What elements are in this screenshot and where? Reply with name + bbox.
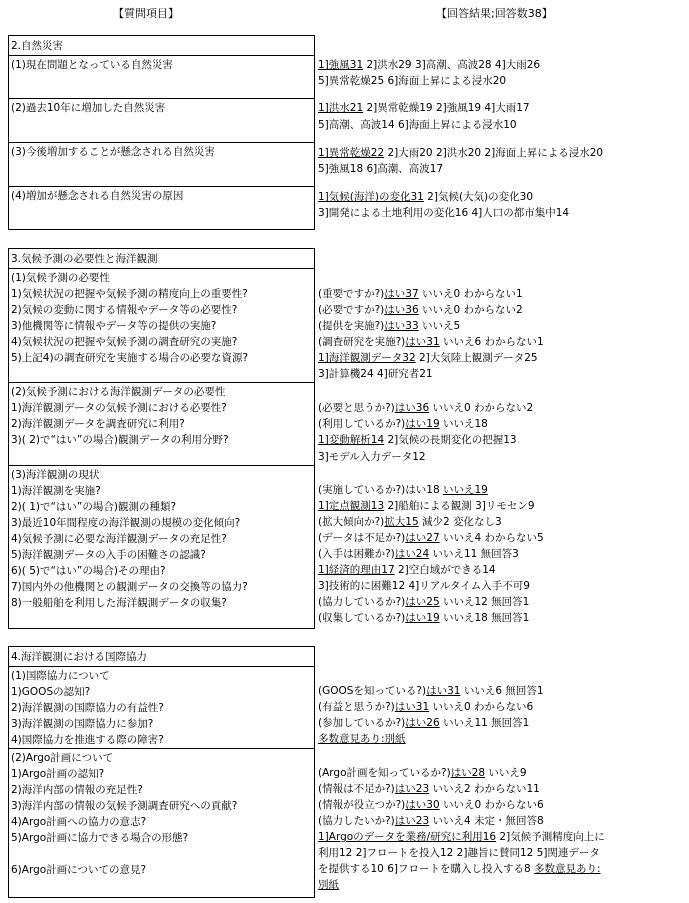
section3-p3-a7: 3]技術的に困難12 4]リアルタイム入手不可9 [318,580,530,592]
section2-a2-line2: 5]高潮、高波14 6]海面上昇による浸水10 [318,119,517,131]
section4-p2-a4: (協力したいか?)はい23 いいえ4 未定・無回答8 [318,815,544,827]
section3-p2-a4: 3]モデル入力データ12 [318,451,426,463]
section3-p2-a3: 1]変動解析14 2]気候の長期変化の把握13 [318,434,517,446]
section3-p3-q2: 2)( 1)で“はい”の場合)観測の種類? [11,501,177,513]
section4-p1-a1: (GOOSを知っている?)はい31 いいえ6 無回答1 [318,685,544,697]
section2-q2: (2)過去10年に増加した自然災害 [11,102,166,114]
section2-a3-line1: 1]異常乾燥22 2]大雨20 2]洪水20 2]海面上昇による浸水20 [318,147,604,159]
section4-p1-a4: 多数意見あり:別紙 [318,733,406,745]
section3-p1-q1: 1)気候状況の把握や気候予測の精度向上の重要性? [11,288,248,300]
section3-p3-q3: 3)最近10年間程度の海洋観測の規模の変化傾向? [11,517,241,529]
section3-p3-q7: 7)国内外の他機関との観測データの交換等の協力? [11,581,248,593]
section4-p1-q2: 2)海洋観測の国際協力の有益性? [11,702,164,714]
section3-p2-q3: 3)( 2)で“はい”の場合)観測データの利用分野? [11,434,229,446]
section2-a1-line2: 5]異常乾燥25 6]海面上昇による浸水20 [318,75,507,87]
section2-q3: (3)今後増加することが懸念される自然災害 [11,146,215,158]
section3-p1-q4: 4)気候状況の把握や気候予測の調査研究の実施? [11,336,238,348]
section3-p3-a6: 1]経済的理由17 2]空白域ができる14 [318,564,496,576]
section3-p1-a1: (重要ですか?)はい37 いいえ0 わからない1 [318,288,523,300]
section4-p2-a7: を提供する10 6]フロートを購入し投入する8 多数意見あり: [318,863,601,875]
section3-p2-q1: 1)海洋観測データの気候予測における必要性? [11,402,227,414]
question-items-header: 【質問項目】 [113,7,179,20]
section3-p3-q1: 1)海洋観測を実施? [11,485,101,497]
section4-p2-a6: 利用12 2]フロートを投入12 2]趣旨に賛同12 5]関連データ [318,847,600,859]
section4-p2-q5: 5)Argo計画に協力できる場合の形態? [11,832,189,844]
section4-title: 4.海洋観測における国際協力 [11,651,148,663]
section3-p3-a9: (収集しているか?)はい19 いいえ18 無回答1 [318,612,530,624]
section4-p2-a3: (情報が役立つか?)はい30 いいえ0 わからない6 [318,799,544,811]
section4-p2-q6: 6)Argo計画についての意見? [11,864,147,876]
section4-p1-a3: (参加しているか?)はい26 いいえ11 無回答1 [318,717,530,729]
section3-questions [8,248,315,629]
section3-p3-q8: 8)一般船舶を利用した海洋観測データの収集? [11,597,227,609]
section4-questions [8,646,315,898]
section4-p2-q3: 3)海洋内部の情報の気候予測調査研究への貢献? [11,800,238,812]
section2-a4-line2: 3]開発による土地利用の変化16 4]人口の都市集中14 [318,207,570,219]
section4-p1-title: (1)国際協力について [11,670,110,682]
section4-p1-q3: 3)海洋観測の国際協力に参加? [11,718,154,730]
section3-p2-q2: 2)海洋観測データを調査研究に利用? [11,418,185,430]
section3-p1-title: (1)気候予測の必要性 [11,272,110,284]
section4-p2-q1: 1)Argo計画の認知? [11,768,105,780]
section3-p1-a5: 1]海洋観測データ32 2]大気陸上観測データ25 [318,352,538,364]
section3-p1-a2: (必要ですか?)はい36 いいえ0 わからない2 [318,304,523,316]
section3-p2-a2: (利用しているか?)はい19 いいえ18 [318,418,488,430]
section3-p3-q6: 6)( 5)で“はい”の場合)その理由? [11,565,166,577]
section4-p2-q2: 2)海洋内部の情報の充足性? [11,784,143,796]
section3-p1-a4: (調査研究を実施?)はい31 いいえ6 わからない1 [318,336,544,348]
section4-p1-q1: 1)GOOSの認知? [11,686,91,698]
answer-results-header: 【回答結果;回答数38】 [436,7,553,20]
section2-title: 2.自然災害 [11,40,64,52]
section3-p3-q5: 5)海洋観測データの入手の困難さの認識? [11,549,206,561]
section3-p1-q3: 3)他機関等に情報やデータ等の提供の実施? [11,320,217,332]
section3-p3-title: (3)海洋観測の現状 [11,469,100,481]
section3-p3-a3: (拡大傾向か?)拡大15 減少2 変化なし3 [318,516,502,528]
section4-p2-q4: 4)Argo計画への協力の意志? [11,816,147,828]
section2-a4-line1: 1]気候(海洋)の変化31 2]気候(大気)の変化30 [318,191,534,203]
section3-p3-a2: 1]定点観測13 2]船舶による観測 3]リモセン9 [318,500,535,512]
section4-p1-q4: 4)国際協力を推進する際の障害? [11,734,164,746]
section2-a1-line1: 1]強風31 2]洪水29 3]高潮、高波28 4]大雨26 [318,59,541,71]
section4-p2-title: (2)Argo計画について [11,752,114,764]
section2-questions [8,35,315,230]
section3-p3-a8: (協力しているか?)はい25 いいえ12 無回答1 [318,596,530,608]
section3-p2-title: (2)気候予測における海洋観測データの必要性 [11,386,226,398]
section3-p1-a3: (提供を実施?)はい33 いいえ5 [318,320,461,332]
section3-p1-a6: 3]計算機24 4]研究者21 [318,368,433,380]
section3-p2-a1: (必要と思うか?)はい36 いいえ0 わからない2 [318,402,534,414]
section3-p1-q2: 2)気候の変動に関する情報やデータ等の必要性? [11,304,238,316]
section3-p3-a4: (データは不足か?)はい27 いいえ4 わからない5 [318,532,544,544]
section3-p3-q4: 4)気候予測に必要な海洋観測データの充足性? [11,533,227,545]
section3-title: 3.気候予測の必要性と海洋観測 [11,253,158,265]
section3-p1-q5: 5)上記4)の調査研究を実施する場合の必要な資源? [11,352,249,364]
section4-p2-a8: 別紙 [318,879,339,891]
section2-a3-line2: 5]強風18 6]高潮、高波17 [318,163,444,175]
section4-p2-a1: (Argo計画を知っているか?)はい28 いいえ9 [318,767,527,779]
section2-q1: (1)現在問題となっている自然災害 [11,59,173,71]
section2-q4: (4)増加が懸念される自然災害の原因 [11,190,184,202]
section3-p3-a5: (入手は困難か?)はい24 いいえ11 無回答3 [318,548,519,560]
section4-p2-a5: 1]Argoのデータを業務/研究に利用16 2]気候予測精度向上に [318,831,605,843]
section2-a2-line1: 1]洪水21 2]異常乾燥19 2]強風19 4]大雨17 [318,102,530,114]
section4-p2-a2: (情報は不足か?)はい23 いいえ2 わからない11 [318,783,540,795]
section3-p3-a1: (実施しているか?)はい18 いいえ19 [318,484,488,496]
section4-p1-a2: (有益と思うか?)はい31 いいえ0 わからない6 [318,701,534,713]
